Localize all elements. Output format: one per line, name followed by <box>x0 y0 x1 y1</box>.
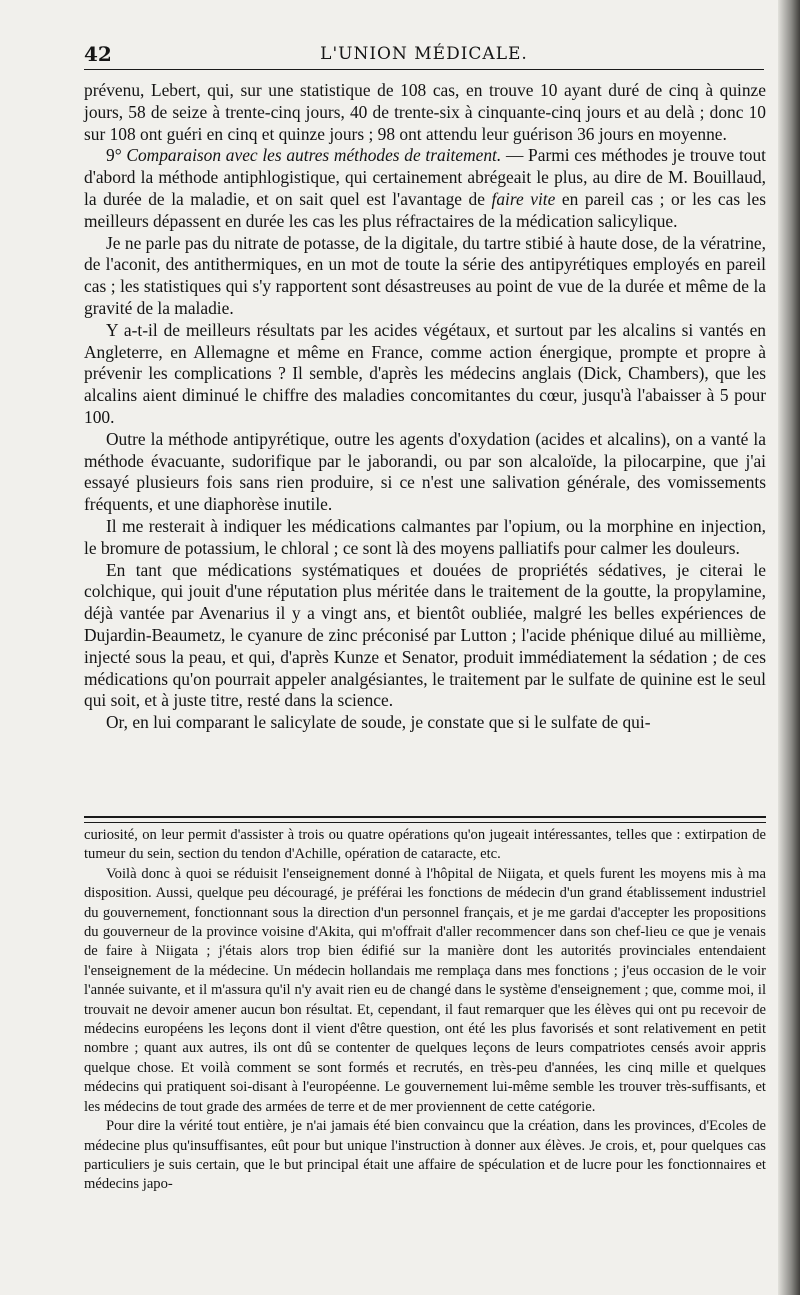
feuilleton-paragraph: Voilà donc à quoi se réduisit l'enseignement donné à l'hôpital de Niigata, et quels furent les moyens mis à ma disposition. Aussi, quelque peu découragé, je préférai les fonctions de médecin d'un grand établissement industriel du gouvernement, fonctionnant sous la direction d'un personnel français, et je me gardai d'accepter les propositions du gouverneur de la province voisine d'Akita, qui m'offrait d'aller recommencer dans son chef-lieu ce que je venais de faire à Niigata ; j'étais alors trop bien édifié sur la manière dont les autorités provinciales entendaient l'enseignement de la médecine. Un médecin hollandais me remplaça dans mes fonctions ; j'eus occasion de le voir l'année suivante, et il m'assura qu'il n'y avait rien eu de changé dans le système d'enseignement ; que, comme moi, il trouvait ne devoir amener aucun bon résultat. Et, cependant, il faut remarquer que les élèves qui ont pu recevoir de médecins européens les leçons dont il vient d'être question, ont été les plus favorisés et sont relativement en petit nombre ; quant aux autres, ils ont dû se contenter de quelques leçons de leurs compatriotes censés avoir appris quelque chose. Et voilà comment se sont formés et recrutés, en très-peu d'années, les cinq mille et quelques médecins qui pratiquent soi-disant à l'européenne. Le gouvernement lui-même semble les trouver très-suffisants, et les médecins de tout grade des armées de terre et de mer proviennent de cette catégorie. <box>84 865 766 1115</box>
section-number: 9° <box>106 145 122 166</box>
paragraph: Y a-t-il de meilleurs résultats par les acides végétaux, et surtout par les alcalins si vantés en Angleterre, en Allemagne et même en France, comme action énergique, prompte et propre à prévenir les complications ? Il semble, d'après les médecins anglais (Dick, Chambers), que les alcalins aient diminué le chiffre des maladies concomitantes du cœur, jusqu'à l'abaisser à 5 pour 100. <box>84 319 766 427</box>
main-text <box>84 80 766 734</box>
header-rule <box>84 69 764 70</box>
page-edge-shadow <box>778 0 800 1295</box>
running-title: L'UNION MÉDICALE. <box>320 44 528 64</box>
paragraph: Or, en lui comparant le salicylate de soude, je constate que si le sulfate de qui- <box>106 712 651 733</box>
feuilleton-paragraph: Pour dire la vérité tout entière, je n'ai jamais été bien convaincu que la création, dans les provinces, d'Ecoles de médecine plus qu'insuffisantes, eût pour but unique l'instruction à donner aux élèves. Je crois, et, pour quelques cas particuliers je suis certain, que le but principal était une affaire de spéculation et de lucre pour les fonctionnaires et médecins japo- <box>84 1118 766 1193</box>
italic-phrase: faire vite <box>491 188 556 209</box>
section-text-continued: en pareil cas ; or les cas les meilleurs dépassent en durée les cas les plus réfractaires de la médication salicylique. <box>84 188 766 231</box>
paragraph: prévenu, Lebert, qui, sur une statistique de 108 cas, en trouve 10 ayant duré de cinq à quinze jours, 58 de seize à trente-cinq jours, 40 de trente-six à cinquante-cinq jours et au delà ; donc 10 sur 108 ont guéri en cinq et quinze jours ; 98 ont attendu leur guérison 36 jours en moyenne. <box>84 80 766 144</box>
paragraph: En tant que médications systématiques et douées de propriétés sédatives, je citerai le colchique, qui jouit d'une réputation plus méritée dans le traitement de la goutte, la propylamine, déjà vantée par Avenarius il y a vingt ans, et bientôt oubliée, malgré les belles expériences de Dujardin-Beaumetz, le cyanure de zinc préconisé par Lutton ; l'acide phénique dilué au millième, injecté sous la peau, et qui, d'après Kunze et Senator, produit immédiatement la sédation ; de ces médications qu'on pourrait appeler analgésiantes, le traitement par le sulfate de quinine est le seul qui soit, et à juste titre, resté dans la science. <box>84 559 766 711</box>
section-title: Comparaison avec les autres méthodes de traitement. <box>126 145 502 166</box>
paragraph: Je ne parle pas du nitrate de potasse, de la digitale, du tartre stibié à haute dose, de la vératrine, de l'aconit, des antithermiques, en un mot de toute la série des antipyrétiques employés en pareil cas ; les statistiques qui s'y rapportent sont désastreuses au point de vue de la durée et même de la gravité de la maladie. <box>84 232 766 318</box>
paragraph: Il me resterait à indiquer les médications calmantes par l'opium, ou la morphine en injection, le bromure de potassium, le chloral ; ce sont là des moyens palliatifs pour calmer les douleurs. <box>84 515 766 558</box>
page-number: 42 <box>84 42 112 66</box>
section-9-paragraph <box>84 145 766 232</box>
page-header <box>84 34 764 68</box>
paragraph: Outre la méthode antipyrétique, outre les agents d'oxydation (acides et alcalins), on a vanté la méthode évacuante, sudorifique par le jaborandi, ou par son alcaloïde, la pilocarpine, que j'ai essayé plusieurs fois sans rien produire, si ce n'est une salivation générale, des vomissements fréquents, et une diaphorèse inutile. <box>84 428 766 515</box>
section-text: — Parmi ces méthodes je trouve tout d'abord la méthode antiphlogistique, qui certainement abrégeait le plus, au dire de M. Bouillaud, la durée de la maladie, et on sait quel est l'avantage de <box>84 145 767 209</box>
feuilleton-paragraph: curiosité, on leur permit d'assister à trois ou quatre opérations qu'on jugeait intéressantes, telles que : extirpation de tumeur du sein, section du tendon d'Achille, opération de cataracte, etc. <box>84 827 766 863</box>
feuilleton-separator <box>84 816 766 823</box>
feuilleton-text <box>84 826 766 1195</box>
